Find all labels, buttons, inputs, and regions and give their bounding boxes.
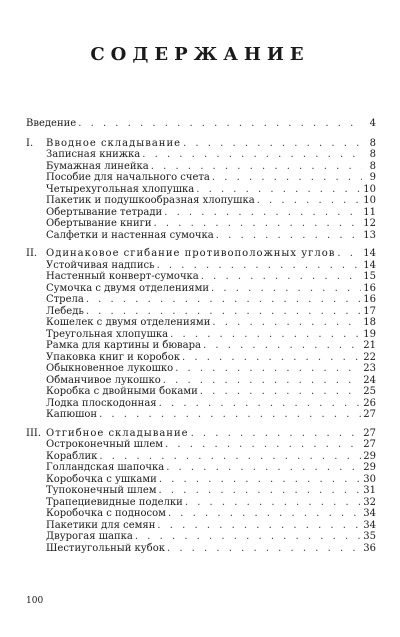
toc-entry-page: 29 bbox=[363, 462, 376, 473]
toc-entry-page: 32 bbox=[363, 496, 376, 508]
toc-entry-label: Обертывание книги bbox=[46, 218, 152, 229]
dot-leader bbox=[159, 485, 362, 497]
toc-entry[interactable] bbox=[26, 451, 376, 463]
page-number: 100 bbox=[26, 596, 44, 606]
toc-entry[interactable] bbox=[26, 207, 376, 219]
toc-entry-page: 31 bbox=[363, 485, 376, 496]
dot-leader bbox=[212, 317, 361, 329]
toc-entry-page: 14 bbox=[363, 259, 376, 271]
dot-leader bbox=[337, 248, 361, 260]
dot-leader bbox=[182, 352, 361, 364]
toc-entry-page: 34 bbox=[363, 519, 376, 531]
toc-entry-label: Шестиугольный кубок bbox=[46, 542, 165, 554]
toc-entry-label: Пакетик и подушкообразная хлопушка bbox=[46, 195, 255, 206]
toc-entry[interactable] bbox=[26, 294, 376, 306]
dot-leader bbox=[78, 118, 362, 130]
toc-entry-page: 23 bbox=[363, 363, 376, 374]
dot-leader bbox=[86, 306, 361, 318]
toc-entry[interactable] bbox=[26, 363, 376, 375]
toc-entry-page: 29 bbox=[363, 450, 376, 462]
toc-entry-page: 30 bbox=[363, 473, 376, 485]
dot-leader bbox=[164, 207, 361, 219]
toc-entry-page: 8 bbox=[369, 160, 376, 172]
toc-chapter-heading[interactable] bbox=[26, 248, 376, 260]
dot-leader bbox=[159, 474, 361, 486]
toc-chapter-heading[interactable] bbox=[26, 428, 376, 440]
toc-entry-page: 8 bbox=[369, 149, 376, 160]
toc-entry-page: 22 bbox=[363, 351, 376, 363]
dot-leader bbox=[170, 329, 361, 341]
toc-entry-label: Коробочка с ушками bbox=[46, 473, 157, 485]
toc-entry-page: 24 bbox=[363, 374, 376, 386]
toc-entry[interactable] bbox=[26, 306, 376, 318]
dot-leader bbox=[183, 138, 362, 150]
toc-entry[interactable] bbox=[26, 283, 376, 295]
dot-leader bbox=[212, 172, 362, 184]
toc-entry-label: Салфетки и настенная сумочка bbox=[46, 229, 214, 241]
toc-entry-label: Капюшон bbox=[46, 409, 98, 420]
toc-entry-page: 12 bbox=[363, 218, 376, 229]
toc-entry-label: Пособие для начального счета bbox=[46, 172, 210, 183]
toc-entry-label: Записная книжка bbox=[46, 149, 141, 160]
toc-entry-intro[interactable] bbox=[26, 118, 376, 130]
toc-entry-label: Пакетики для семян bbox=[46, 519, 156, 531]
chapter-page: 27 bbox=[363, 427, 376, 439]
dot-leader bbox=[211, 283, 361, 295]
toc-entry[interactable] bbox=[26, 329, 376, 341]
chapter-page: 8 bbox=[369, 137, 376, 149]
dot-leader bbox=[157, 520, 361, 532]
dot-leader bbox=[257, 195, 362, 207]
toc-entry-label: Двурогая шапка bbox=[46, 531, 133, 542]
chapter-number: III. bbox=[26, 427, 42, 439]
toc-entry-label: Упаковка книг и коробок bbox=[46, 351, 180, 363]
toc-entry-label: Настенный конверт-сумочка bbox=[46, 271, 199, 282]
dot-leader bbox=[167, 543, 361, 555]
toc-entry-page: 10 bbox=[363, 195, 376, 206]
dot-leader bbox=[159, 398, 362, 410]
toc-entry[interactable] bbox=[26, 230, 376, 242]
toc-entry-page: 9 bbox=[369, 172, 376, 183]
toc-entry-label: Тупоконечный шлем bbox=[46, 485, 157, 496]
toc-entry[interactable] bbox=[26, 260, 376, 272]
dot-leader bbox=[175, 363, 361, 375]
toc-entry-page: 35 bbox=[363, 531, 376, 542]
toc-entry-label: Рамка для картины и бювара bbox=[46, 340, 201, 351]
dot-leader bbox=[203, 340, 361, 352]
toc-entry-label: Обертывание тетради bbox=[46, 206, 163, 218]
toc-entry-label: Остроконечный шлем bbox=[46, 439, 164, 450]
toc-entry-label: Обманчивое лукошко bbox=[46, 374, 161, 386]
toc-entry-page: 18 bbox=[363, 317, 376, 328]
dot-leader bbox=[157, 260, 362, 272]
toc-entry[interactable] bbox=[26, 161, 376, 173]
dot-leader bbox=[142, 149, 362, 161]
toc-entry-label: Четырехугольная хлопушка bbox=[46, 183, 195, 195]
toc-entry[interactable] bbox=[26, 375, 376, 387]
dot-leader bbox=[165, 439, 361, 451]
toc-entry-label: Трапециевидные поделки bbox=[46, 496, 183, 508]
toc-entry[interactable] bbox=[26, 386, 376, 398]
toc-entry-label: Кораблик bbox=[46, 450, 98, 462]
toc-entry-page: 25 bbox=[363, 386, 376, 397]
toc-entry-page: 34 bbox=[363, 508, 376, 519]
toc-entry[interactable] bbox=[26, 508, 376, 520]
toc-entry[interactable] bbox=[26, 352, 376, 364]
chapter-title: Вводное складывание bbox=[46, 137, 182, 149]
toc-entry[interactable] bbox=[26, 195, 376, 207]
toc-entry[interactable] bbox=[26, 398, 376, 410]
toc-entry[interactable] bbox=[26, 543, 376, 555]
dot-leader bbox=[201, 271, 361, 283]
toc-entry[interactable] bbox=[26, 439, 376, 451]
toc-entry[interactable] bbox=[26, 149, 376, 161]
dot-leader bbox=[216, 230, 362, 242]
toc-entry-label: Сумочка с двумя отделениями bbox=[46, 282, 210, 294]
toc-entry-page: 4 bbox=[369, 118, 376, 129]
toc-entry-page: 36 bbox=[363, 542, 376, 554]
chapter-title: Одинаковое сгибание противоположных углов bbox=[46, 248, 336, 259]
toc-entry-page: 27 bbox=[363, 439, 376, 450]
toc-entry[interactable] bbox=[26, 474, 376, 486]
toc-entry-label: Голландская шапочка bbox=[46, 462, 165, 473]
toc-entry-label: Бумажная линейка bbox=[46, 160, 149, 172]
dot-leader bbox=[168, 508, 361, 520]
dot-leader bbox=[99, 409, 361, 421]
toc-entry-label: Стрела bbox=[46, 294, 84, 305]
toc-entry-label: Коробка с двойными боками bbox=[46, 386, 198, 397]
table-of-contents bbox=[26, 118, 376, 554]
toc-entry-label: Введение bbox=[26, 118, 77, 129]
toc-entry-page: 13 bbox=[363, 229, 376, 241]
dot-leader bbox=[200, 386, 361, 398]
toc-entry-label: Треугольная хлопушка bbox=[46, 328, 169, 340]
toc-entry[interactable] bbox=[26, 531, 376, 543]
page-title: СОДЕРЖАНИЕ bbox=[90, 44, 310, 65]
toc-entry-page: 10 bbox=[363, 183, 376, 195]
chapter-number: I. bbox=[26, 137, 34, 149]
dot-leader bbox=[191, 428, 362, 440]
toc-entry-page: 11 bbox=[363, 206, 376, 218]
toc-entry[interactable] bbox=[26, 462, 376, 474]
chapter-list bbox=[26, 138, 376, 555]
toc-entry[interactable] bbox=[26, 218, 376, 230]
dot-leader bbox=[99, 451, 361, 463]
chapter-title: Отгибное складывание bbox=[46, 427, 189, 439]
dot-leader bbox=[135, 531, 361, 543]
toc-entry[interactable] bbox=[26, 317, 376, 329]
toc-entry-page: 16 bbox=[363, 282, 376, 294]
toc-entry-label: Кошелек с двумя отделениями bbox=[46, 317, 211, 328]
toc-entry-page: 27 bbox=[363, 409, 376, 420]
toc-entry-page: 17 bbox=[363, 305, 376, 317]
toc-entry-page: 16 bbox=[363, 294, 376, 305]
toc-entry[interactable] bbox=[26, 497, 376, 509]
toc-entry[interactable] bbox=[26, 184, 376, 196]
dot-leader bbox=[185, 497, 361, 509]
toc-chapter-heading[interactable] bbox=[26, 138, 376, 150]
toc-entry-page: 19 bbox=[363, 328, 376, 340]
toc-entry-label: Коробочка с подносом bbox=[46, 508, 166, 519]
dot-leader bbox=[166, 462, 361, 474]
toc-entry-label: Устойчивая надпись bbox=[46, 259, 155, 271]
toc-entry-label: Обыкновенное лукошко bbox=[46, 363, 174, 374]
toc-entry-page: 21 bbox=[363, 340, 376, 351]
toc-entry[interactable] bbox=[26, 485, 376, 497]
dot-leader bbox=[196, 184, 361, 196]
dot-leader bbox=[163, 375, 362, 387]
dot-leader bbox=[154, 218, 362, 230]
dot-leader bbox=[151, 161, 362, 173]
chapter-number: II. bbox=[26, 248, 38, 259]
toc-entry[interactable] bbox=[26, 409, 376, 421]
chapter-page: 14 bbox=[363, 248, 376, 259]
toc-entry[interactable] bbox=[26, 172, 376, 184]
toc-entry-page: 26 bbox=[363, 397, 376, 409]
toc-entry-label: Лебедь bbox=[46, 305, 84, 317]
toc-entry-page: 15 bbox=[363, 271, 376, 282]
toc-entry[interactable] bbox=[26, 520, 376, 532]
toc-entry[interactable] bbox=[26, 340, 376, 352]
dot-leader bbox=[86, 294, 361, 306]
toc-entry-label: Лодка плоскодонная bbox=[46, 397, 157, 409]
toc-entry[interactable] bbox=[26, 271, 376, 283]
